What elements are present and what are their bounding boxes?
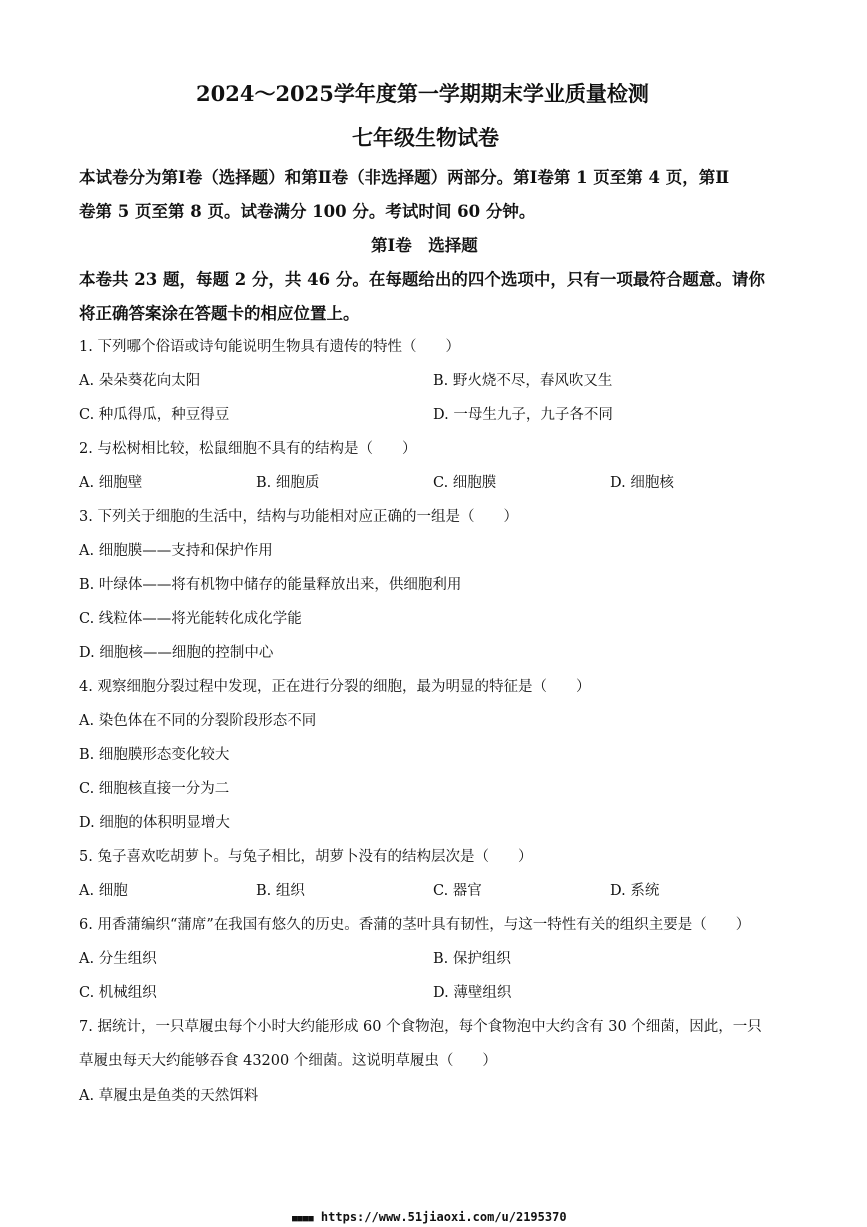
question-3-option-b: B. 叶绿体——将有机物中储存的能量释放出来，供细胞利用 [79, 577, 462, 593]
question-5-stem: 5. 兔子喜欢吃胡萝卜。与兔子相比，胡萝卜没有的结构层次是（ ） [79, 849, 533, 865]
question-2-option-a: A. 细胞壁 [79, 475, 143, 491]
question-6-option-a: A. 分生组织 [79, 951, 157, 967]
question-2-option-b: B. 细胞质 [256, 475, 320, 491]
question-4-option-d: D. 细胞的体积明显增大 [79, 815, 230, 831]
question-5-option-a: A. 细胞 [79, 883, 128, 899]
question-3-option-c: C. 线粒体——将光能转化成化学能 [79, 611, 302, 627]
question-2-option-d: D. 细胞核 [610, 475, 674, 491]
question-7-option-a: A. 草履虫是鱼类的天然饵料 [79, 1088, 259, 1104]
question-2-option-c: C. 细胞膜 [433, 475, 497, 491]
question-6-stem: 6. 用香蒲编织“蒲席”在我国有悠久的历史。香蒲的茎叶具有韧性，与这一特性有关的组织主要是（ ） [79, 917, 751, 933]
question-4-option-a: A. 染色体在不同的分裂阶段形态不同 [79, 713, 317, 729]
intro-line-1: 本试卷分为第Ⅰ卷（选择题）和第Ⅱ卷（非选择题）两部分。第Ⅰ卷第 1 页至第 4 页，第Ⅱ [79, 168, 730, 187]
question-5-option-b: B. 组织 [256, 883, 305, 899]
question-1-option-a: A. 朵朵葵花向太阳 [79, 373, 201, 389]
question-6-option-d: D. 薄壁组织 [433, 985, 512, 1001]
exam-title: 2024～2025学年度第一学期期末学业质量检测 [196, 81, 649, 106]
question-4-stem: 4. 观察细胞分裂过程中发现，正在进行分裂的细胞，最为明显的特征是（ ） [79, 679, 591, 695]
question-4-option-b: B. 细胞膜形态变化较大 [79, 747, 230, 763]
question-5-option-d: D. 系统 [610, 883, 660, 899]
question-1-option-d: D. 一母生九子，九子各不同 [433, 407, 613, 423]
section-instruction-2: 将正确答案涂在答题卡的相应位置上。 [79, 304, 360, 323]
footer-url[interactable]: https://www.51jiaoxi.com/u/2195370 [320, 1210, 567, 1224]
section-heading: 第Ⅰ卷 选择题 [371, 236, 478, 255]
section-instruction-1: 本卷共 23 题，每题 2 分，共 46 分。在每题给出的四个选项中，只有一项最符合题意。请你 [79, 270, 765, 289]
question-3-stem: 3. 下列关于细胞的生活中，结构与功能相对应正确的一组是（ ） [79, 509, 518, 525]
question-7-stem-line-2: 草履虫每天大约能够吞食 43200 个细菌。这说明草履虫（ ） [79, 1053, 497, 1069]
question-7-stem-line-1: 7. 据统计，一只草履虫每个小时大约能形成 60 个食物泡，每个食物泡中大约含有 30 个细菌，因此，一只 [79, 1019, 762, 1035]
question-4-option-c: C. 细胞核直接一分为二 [79, 781, 230, 797]
question-1-option-c: C. 种瓜得瓜，种豆得豆 [79, 407, 230, 423]
question-5-option-c: C. 器官 [433, 883, 482, 899]
question-6-option-c: C. 机械组织 [79, 985, 157, 1001]
question-6-option-b: B. 保护组织 [433, 951, 511, 967]
footer-watermark [292, 1210, 567, 1224]
question-1-option-b: B. 野火烧不尽，春风吹又生 [433, 373, 613, 389]
question-2-stem: 2. 与松树相比较，松鼠细胞不具有的结构是（ ） [79, 441, 417, 457]
footer-mark: ■■■■ [292, 1214, 314, 1224]
question-3-option-a: A. 细胞膜——支持和保护作用 [79, 543, 273, 559]
question-3-option-d: D. 细胞核——细胞的控制中心 [79, 645, 274, 661]
exam-subtitle: 七年级生物试卷 [352, 125, 499, 150]
intro-line-2: 卷第 5 页至第 8 页。试卷满分 100 分。考试时间 60 分钟。 [79, 202, 536, 221]
question-1-stem: 1. 下列哪个俗语或诗句能说明生物具有遗传的特性（ ） [79, 339, 460, 355]
